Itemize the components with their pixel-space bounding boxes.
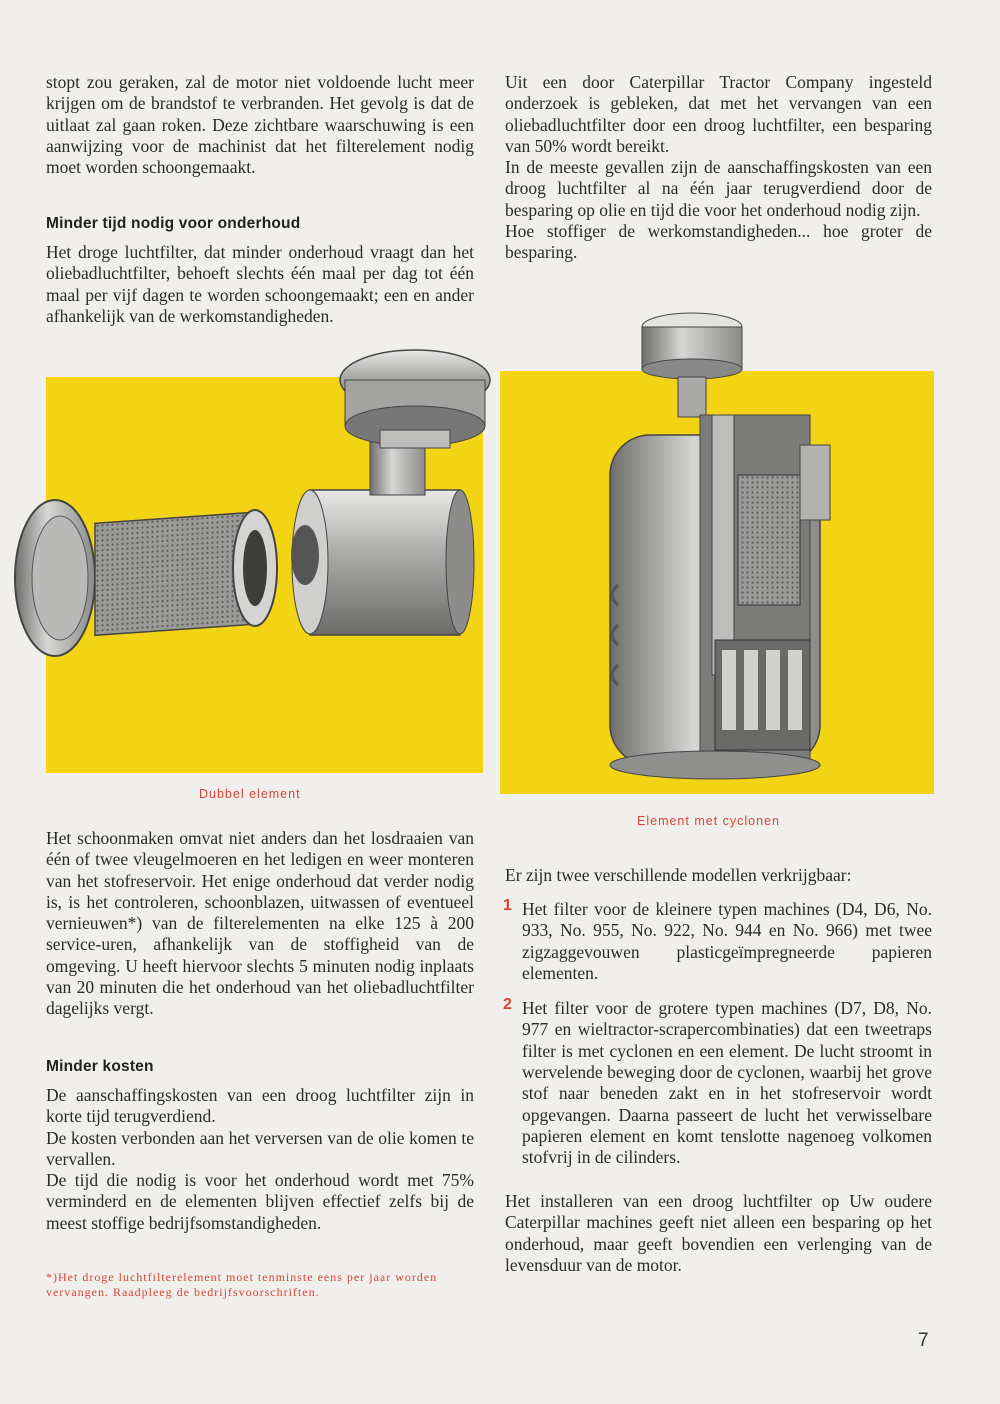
- filter-cartridge-icon: [95, 510, 277, 635]
- model-number-2: 2: [503, 996, 512, 1014]
- right-intro-block: [505, 72, 932, 264]
- models-intro-block: [505, 865, 932, 886]
- caption-element-met-cyclonen: Element met cyclonen: [637, 814, 780, 828]
- model-item-1: [505, 899, 932, 984]
- model-number-1: 1: [503, 897, 512, 914]
- models-list: [505, 899, 932, 1169]
- model-item-2: [505, 998, 932, 1168]
- schoonmaken-paragraph: Het schoonmaken omvat niet anders dan het losdraaien van één of twee vleugelmoeren en het ledigen en weer monteren van het stofreservoir. Het enige onderhoud dat verder nodig is, is het controleren, schoonblazen, uitwassen of eventueel vernieuwen*) van de filterelementen na elke 125 à 200 service-uren, afhankelijk van de stoffigheid van de omgeving. U heeft hiervoor slechts 5 minuten nodig inplaats van 20 minuten die het onderhoud van het oliebadluchtfilter dagelijks vergt.: [46, 828, 474, 1019]
- right-intro-p3: Hoe stoffiger de werkomstandigheden... hoe groter de besparing.: [505, 221, 932, 263]
- kosten-p1: De aanschaffingskosten van een droog luchtfilter zijn in korte tijd terugverdiend.: [46, 1085, 474, 1127]
- dubbel-element-illustration: [0, 340, 500, 700]
- filter-housing-icon: [291, 440, 474, 635]
- heading-kosten: Minder kosten: [46, 1058, 154, 1075]
- kosten-p2: De kosten verbonden aan het verversen van de olie komen te vervallen.: [46, 1127, 474, 1169]
- right-intro-p1: Uit een door Caterpillar Tractor Company ingesteld onderzoek is gebleken, dat met het vervangen van een oliebadluchtfilter door een droog luchtfilter, een besparing van 50% wordt bereikt.: [505, 72, 932, 156]
- heading-onderhoud: Minder tijd nodig voor onderhoud: [46, 215, 301, 232]
- schoonmaken-block: [46, 828, 474, 1020]
- page-number: 7: [918, 1330, 929, 1351]
- onderhoud-block: [46, 242, 474, 327]
- models-intro: Er zijn twee verschillende modellen verkrijgbaar:: [505, 865, 852, 885]
- kosten-block: [46, 1085, 474, 1234]
- model-text-1: Het filter voor de kleinere typen machines (D4, D6, No. 933, No. 955, No. 922, No. 944 en No. 966) met twee zigzaggevouwen plasticgeïmpregneerde papieren elementen.: [522, 899, 932, 983]
- footnote: *)Het droge luchtfilterelement moet tenminste eens per jaar worden vervangen. Raadpleeg de bedrijfsvoorschriften.: [46, 1270, 438, 1299]
- caption-dubbel-element: Dubbel element: [199, 787, 301, 801]
- cyclone-element-illustration: [500, 305, 934, 805]
- onderhoud-paragraph: Het droge luchtfilter, dat minder onderhoud vraagt dan het oliebadluchtfilter, behoeft slechts één maal per dag tot één maal per vijf dagen te worden schoongemaakt; een en ander afhankelijk van de werkomstandigheden.: [46, 242, 474, 326]
- right-intro-p2: In de meeste gevallen zijn de aanschaffingskosten van een droog luchtfilter al na één jaar terugverdiend door de besparing op olie en tijd die voor het onderhoud nodig zijn.: [505, 157, 932, 220]
- left-intro-paragraph: stopt zou geraken, zal de motor niet voldoende lucht meer krijgen om de brandstof te verbranden. Het gevolg is dat de uitlaat zal gaan roken. Deze zichtbare waarschuwing is een aanwijzing voor de machinist dat het filterelement nodig moet worden schoongemaakt.: [46, 72, 474, 178]
- top-cap-icon: [642, 313, 742, 417]
- left-intro-block: [46, 72, 474, 178]
- precleaner-cap-icon: [340, 350, 490, 448]
- kosten-p3: De tijd die nodig is voor het onderhoud wordt met 75% verminderd en de elementen blijven effectief zelfs bij de meest stoffige bedrijfsomstandigheden.: [46, 1170, 474, 1233]
- closing-paragraph: Het installeren van een droog luchtfilter op Uw oudere Caterpillar machines geeft niet alleen een besparing op het onderhoud, maar geeft bovendien een verlenging van de levensduur van de motor.: [505, 1191, 932, 1275]
- closing-block: [505, 1191, 932, 1276]
- lid-icon: [15, 500, 95, 656]
- model-text-2: Het filter voor de grotere typen machines (D7, D8, No. 977 en wieltractor-scrapercombinaties) dat een tweetraps filter is met cyclonen en een element. De lucht stroomt in wervelende beweging door de cyclonen, waarbij het grove stof naar beneden zakt en in het stofreservoir wordt opgevangen. Daarna passeert de lucht het verwisselbare papieren element en komt tenslotte nagenoeg volkomen stofvrij in de cilinders.: [522, 998, 932, 1168]
